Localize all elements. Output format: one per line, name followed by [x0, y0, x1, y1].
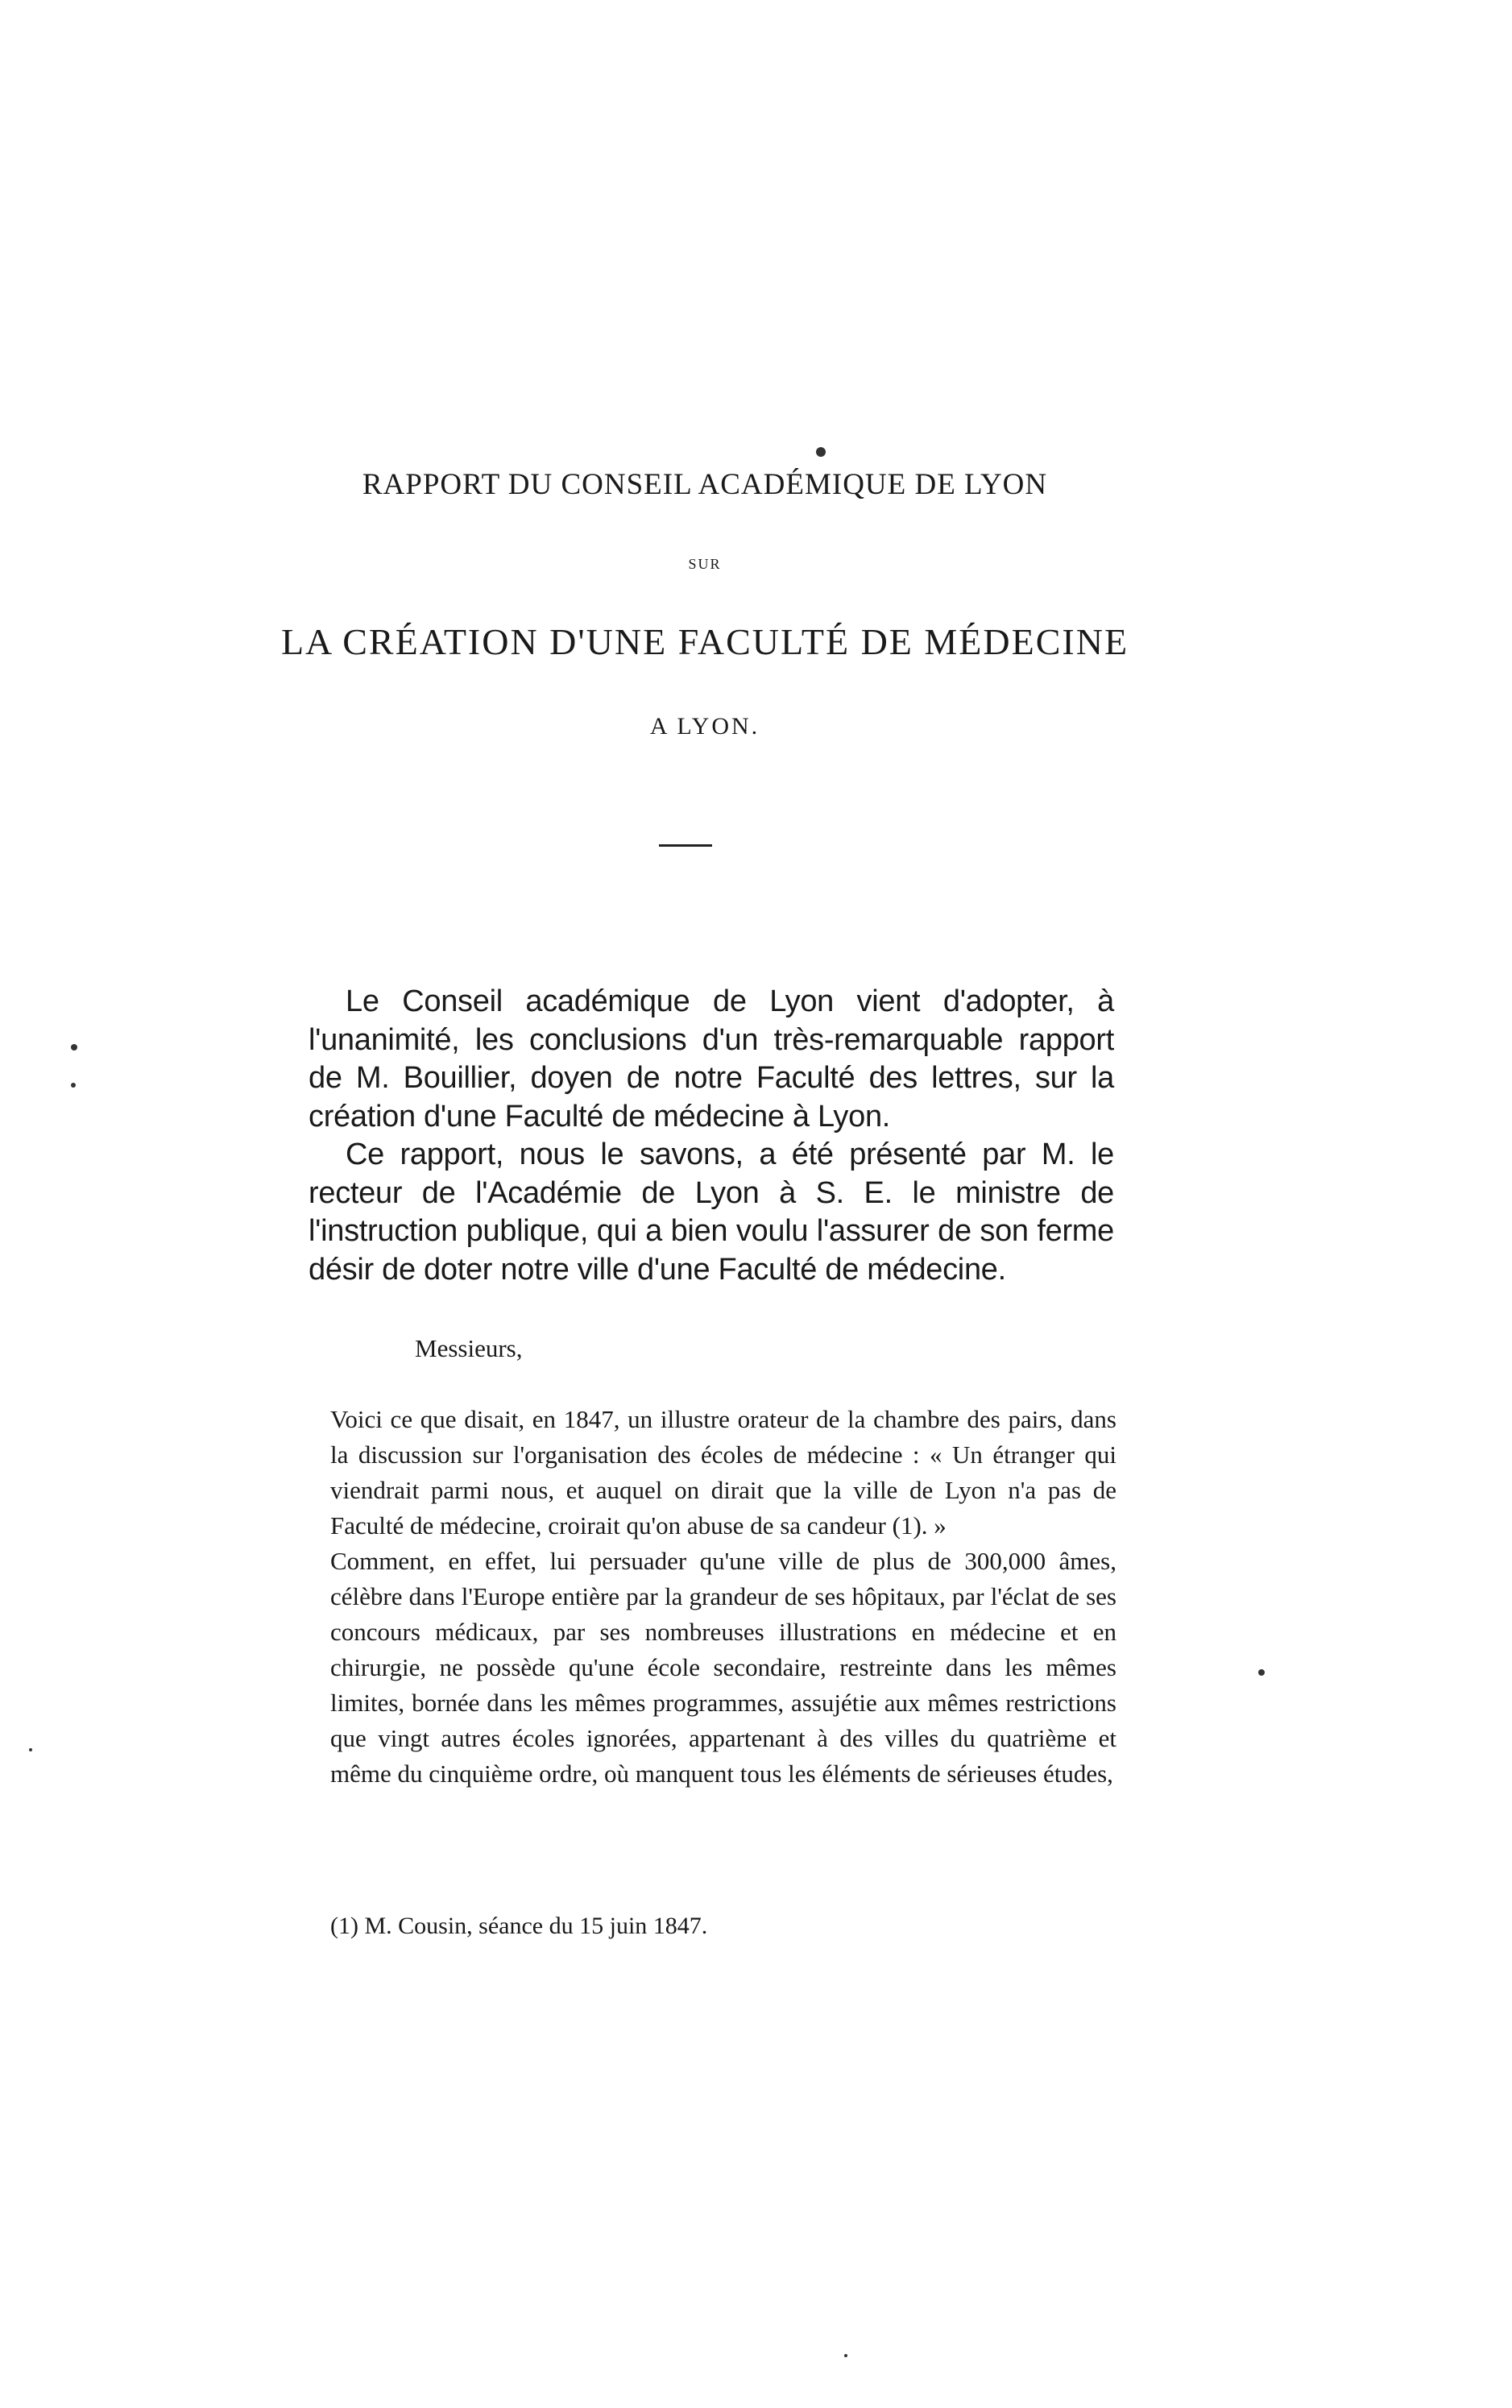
report-body: [330, 1402, 1116, 1792]
body-paragraph: Comment, en effet, lui persuader qu'une ville de plus de 300,000 âmes, célèbre dans l'Europe entière par la grandeur de ses hôpitaux, par l'éclat de ses concours médicaux, par ses nombreuses illustrations en médecine et en chirurgie, ne possède qu'une école secondaire, restreinte dans les mêmes limites, bornée dans les mêmes programmes, assujétie aux mêmes restrictions que vingt autres écoles ignorées, appartenant à des villes du quatrième et même du cinquième ordre, où manquent tous les éléments de sérieuses études,: [330, 1547, 1116, 1788]
print-speck: [29, 1748, 32, 1751]
body-paragraph: Voici ce que disait, en 1847, un illustre orateur de la chambre des pairs, dans la discussion sur l'organisation des écoles de médecine : « Un étranger qui viendrait parmi nous, et auquel on dirait que la ville de Lyon n'a pas de Faculté de médecine, croirait qu'on abuse de sa candeur (1). »: [330, 1405, 1116, 1540]
report-title: RAPPORT DU CONSEIL ACADÉMIQUE DE LYON: [362, 468, 1048, 501]
print-speck: [816, 447, 826, 457]
report-subject: LA CRÉATION D'UNE FACULTÉ DE MÉDECINE: [280, 621, 1129, 662]
title-connector: SUR: [688, 556, 722, 572]
print-speck: [1258, 1669, 1265, 1676]
report-location: A LYON.: [649, 713, 760, 740]
intro-section: [309, 983, 1114, 1289]
print-speck: [71, 1083, 76, 1088]
intro-paragraph: Le Conseil académique de Lyon vient d'adopter, à l'unanimité, les conclusions d'un très-remarquable rapport de M. Bouillier, doyen de notre Faculté des lettres, sur la création d'une Faculté de médecine à Lyon.: [309, 984, 1114, 1134]
footnote: (1) M. Cousin, séance du 15 juin 1847.: [330, 1913, 708, 1939]
print-speck: [71, 1044, 77, 1051]
separator-rule: [659, 844, 712, 847]
print-speck: [844, 2354, 847, 2357]
intro-paragraph: Ce rapport, nous le savons, a été présenté par M. le recteur de l'Académie de Lyon à S. E. le ministre de l'instruction publique, qui a bien voulu l'assurer de son ferme désir de doter notre ville d'une Faculté de médecine.: [309, 1138, 1114, 1287]
salutation: Messieurs,: [415, 1334, 523, 1362]
